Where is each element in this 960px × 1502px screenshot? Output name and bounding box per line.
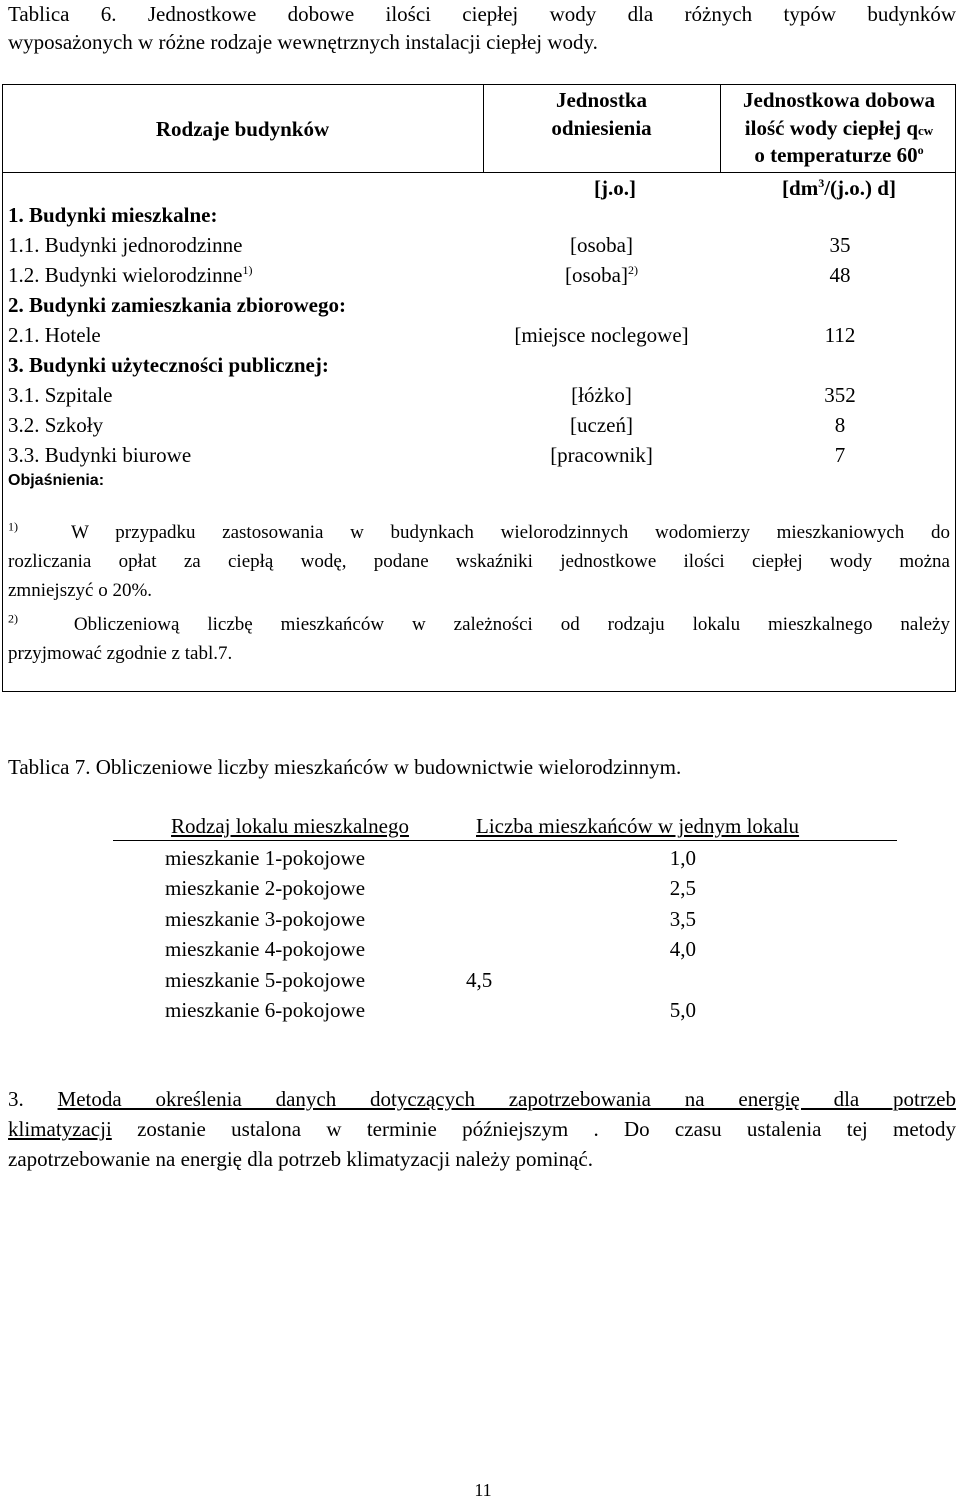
table6-row-unit: [miejsce noclegowe] bbox=[514, 323, 689, 347]
table6-col3-header-line3: o temperaturze 60$^o$ bbox=[754, 143, 924, 167]
table7-rule bbox=[113, 840, 897, 841]
table6-row-label: 3.1. Szpitale bbox=[8, 383, 113, 407]
section3-link-klimatyzacji[interactable]: klimatyzacji bbox=[8, 1117, 112, 1141]
table6-row-unit: [uczeń] bbox=[570, 413, 633, 437]
section3-line2-text: zostanie ustalona w terminie późniejszym . Do czasu ustalenia tej metody bbox=[111, 1117, 956, 1141]
table7-row-label: mieszkanie 1-pokojowe bbox=[165, 846, 366, 870]
table6-row-value: 8 bbox=[834, 413, 846, 437]
table6-row-value: 112 bbox=[824, 323, 856, 347]
table6-col2-header-line1: Jednostka bbox=[555, 88, 648, 112]
table6-col3-header-line1: Jednostkowa dobowa bbox=[743, 88, 935, 112]
table6-row-unit: [osoba] bbox=[570, 233, 633, 257]
table6-row-value: 7 bbox=[834, 443, 846, 467]
table6-col1-header: Rodzaje budynków bbox=[155, 117, 330, 141]
table6-row-label: 1. Budynki mieszkalne: bbox=[8, 203, 218, 227]
table6-row-unit: [łóżko] bbox=[571, 383, 632, 407]
table6-unit-col2: [j.o.] bbox=[594, 176, 636, 200]
table6-col3-header-line2: ilość wody ciepłej qcw bbox=[744, 116, 934, 140]
table6-row-unit: [osoba]$^{2)}$ bbox=[565, 263, 638, 287]
table7-col2-header: Liczba mieszkańców w jednym lokalu bbox=[476, 814, 800, 838]
table7-row-value: 3,5 bbox=[669, 907, 696, 931]
table7-row-label: mieszkanie 3-pokojowe bbox=[165, 907, 366, 931]
section3-number: 3. bbox=[8, 1087, 24, 1111]
table6-row-label: 1.1. Budynki jednorodzinne bbox=[8, 233, 243, 257]
table6-row-label: 1.2. Budynki wielorodzinne$^{1)}$ bbox=[8, 263, 253, 287]
table6-row-label: 3.3. Budynki biurowe bbox=[8, 443, 192, 467]
table7-row-label: mieszkanie 2-pokojowe bbox=[165, 876, 366, 900]
table7-row-label: mieszkanie 5-pokojowe bbox=[165, 968, 366, 992]
section3-line3: zapotrzebowanie na energię dla potrzeb klimatyzacji należy pominąć. bbox=[8, 1147, 594, 1171]
table7-row-label: mieszkanie 4-pokojowe bbox=[165, 937, 366, 961]
table7-row-value: 4,5 bbox=[466, 968, 493, 992]
table7-row-value: 2,5 bbox=[669, 876, 696, 900]
table6-row-value: 35 bbox=[829, 233, 851, 257]
table6-note2: $^{2)}$ Obliczeniową liczbę mieszkańców w zależności od rodzaju lokalu mieszkalnego należy przyjmować zgodnie z tabl.7. bbox=[8, 611, 950, 664]
table7-col1-header: Rodzaj lokalu mieszkalnego bbox=[171, 814, 409, 838]
table6-row-label: 2. Budynki zamieszkania zbiorowego: bbox=[8, 293, 346, 317]
table6-notes-title: Objaśnienia: bbox=[8, 472, 105, 489]
table7-row-value: 4,0 bbox=[669, 937, 696, 961]
table6-row-value: 352 bbox=[824, 383, 856, 407]
table7-caption: Tablica 7. Obliczeniowe liczby mieszkańców w budownictwie wielorodzinnym. bbox=[8, 755, 682, 779]
table7-row-label: mieszkanie 6-pokojowe bbox=[165, 998, 366, 1022]
table6-caption-line2: wyposażonych w różne rodzaje wewnętrznych instalacji ciepłej wody. bbox=[8, 30, 598, 54]
table6-row-label: 2.1. Hotele bbox=[8, 323, 101, 347]
table6-unit-col3: [$dm^3/(j.o.)$ d] bbox=[782, 176, 896, 200]
page-number: 11 bbox=[474, 1480, 492, 1500]
table6-note1: $^{1)}$ W przypadku zastosowania w budynkach wielorodzinnych wodomierzy mieszkaniowych do rozliczania opłat za ciepłą wodę, podane wskaźniki jednostkowe ilości ciepłej wody można zmniejszyć o 20%. bbox=[8, 519, 950, 601]
table6-header-rule bbox=[2, 172, 956, 173]
table6-col2-header-line2: odniesienia bbox=[551, 116, 652, 140]
table6-row-unit: [pracownik] bbox=[550, 443, 653, 467]
table6-row-label: 3. Budynki użyteczności publicznej: bbox=[8, 353, 329, 377]
table6-row-label: 3.2. Szkoły bbox=[8, 413, 104, 437]
section3-link-heading[interactable]: Metoda określenia danych dotyczących zapotrzebowania na energię dla potrzeb bbox=[57, 1087, 957, 1111]
table6-header-divider-2 bbox=[720, 84, 721, 172]
section3 bbox=[8, 1084, 956, 1174]
table7-row-value: 1,0 bbox=[669, 846, 696, 870]
table6-caption-line1: Tablica 6. Jednostkowe dobowe ilości ciepłej wody dla różnych typów budynków bbox=[8, 2, 956, 26]
table6-row-value: 48 bbox=[829, 263, 851, 287]
table7-row-value: 5,0 bbox=[669, 998, 696, 1022]
